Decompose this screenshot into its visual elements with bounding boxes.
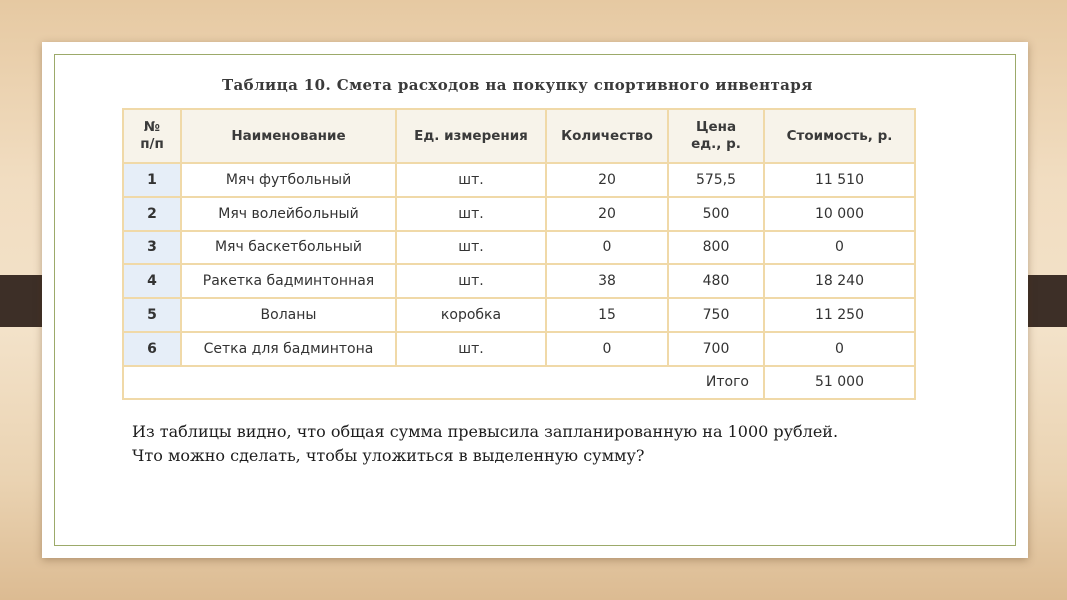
table-title: Таблица 10. Смета расходов на покупку спортивного инвентаря [222,76,813,94]
table-row [123,264,915,298]
cell-unit: коробка [396,298,546,332]
table-row [123,197,915,231]
cell-num: 6 [123,332,181,366]
table-header-row [123,109,915,163]
header-price [668,109,764,163]
cell-qty: 38 [546,264,668,298]
cell-qty: 0 [546,332,668,366]
cell-name: Мяч футбольный [181,163,396,197]
cell-num: 1 [123,163,181,197]
cell-unit: шт. [396,197,546,231]
cell-qty: 20 [546,163,668,197]
header-price-line2: ед., р. [691,136,741,152]
cell-cost: 11 250 [764,298,915,332]
header-unit: Ед. измерения [396,109,546,163]
cell-price: 480 [668,264,764,298]
header-price-line1: Цена [695,119,737,135]
cell-cost: 11 510 [764,163,915,197]
table-row [123,332,915,366]
cell-qty: 20 [546,197,668,231]
cell-name: Мяч баскетбольный [181,231,396,265]
header-qty: Количество [546,109,668,163]
cell-qty: 15 [546,298,668,332]
cell-cost: 18 240 [764,264,915,298]
cell-price: 800 [668,231,764,265]
total-value: 51 000 [764,366,915,399]
cell-num: 3 [123,231,181,265]
cell-name: Ракетка бадминтонная [181,264,396,298]
slide-card [42,42,1028,558]
cell-num: 2 [123,197,181,231]
cell-unit: шт. [396,332,546,366]
header-name: Наименование [181,109,396,163]
header-num [123,109,181,163]
header-num-line1: № [143,119,161,135]
cell-price: 700 [668,332,764,366]
cell-num: 4 [123,264,181,298]
header-num-line2: п/п [140,136,164,152]
total-label: Итого [123,366,764,399]
table-total-row [123,366,915,399]
caption-line-2: Что можно сделать, чтобы уложиться в выделенную сумму? [132,446,645,465]
cell-price: 750 [668,298,764,332]
table-row [123,163,915,197]
cell-num: 5 [123,298,181,332]
table-row [123,298,915,332]
cell-unit: шт. [396,231,546,265]
caption-line-1: Из таблицы видно, что общая сумма превысила запланированную на 1000 рублей. [132,422,839,441]
caption-text [132,420,952,468]
cell-qty: 0 [546,231,668,265]
cell-name: Сетка для бадминтона [181,332,396,366]
cell-price: 575,5 [668,163,764,197]
cell-price: 500 [668,197,764,231]
table-row [123,231,915,265]
header-cost: Стоимость, р. [764,109,915,163]
estimate-table [122,108,916,400]
cell-name: Воланы [181,298,396,332]
cell-unit: шт. [396,264,546,298]
cell-cost: 0 [764,231,915,265]
cell-cost: 0 [764,332,915,366]
cell-name: Мяч волейбольный [181,197,396,231]
cell-cost: 10 000 [764,197,915,231]
cell-unit: шт. [396,163,546,197]
